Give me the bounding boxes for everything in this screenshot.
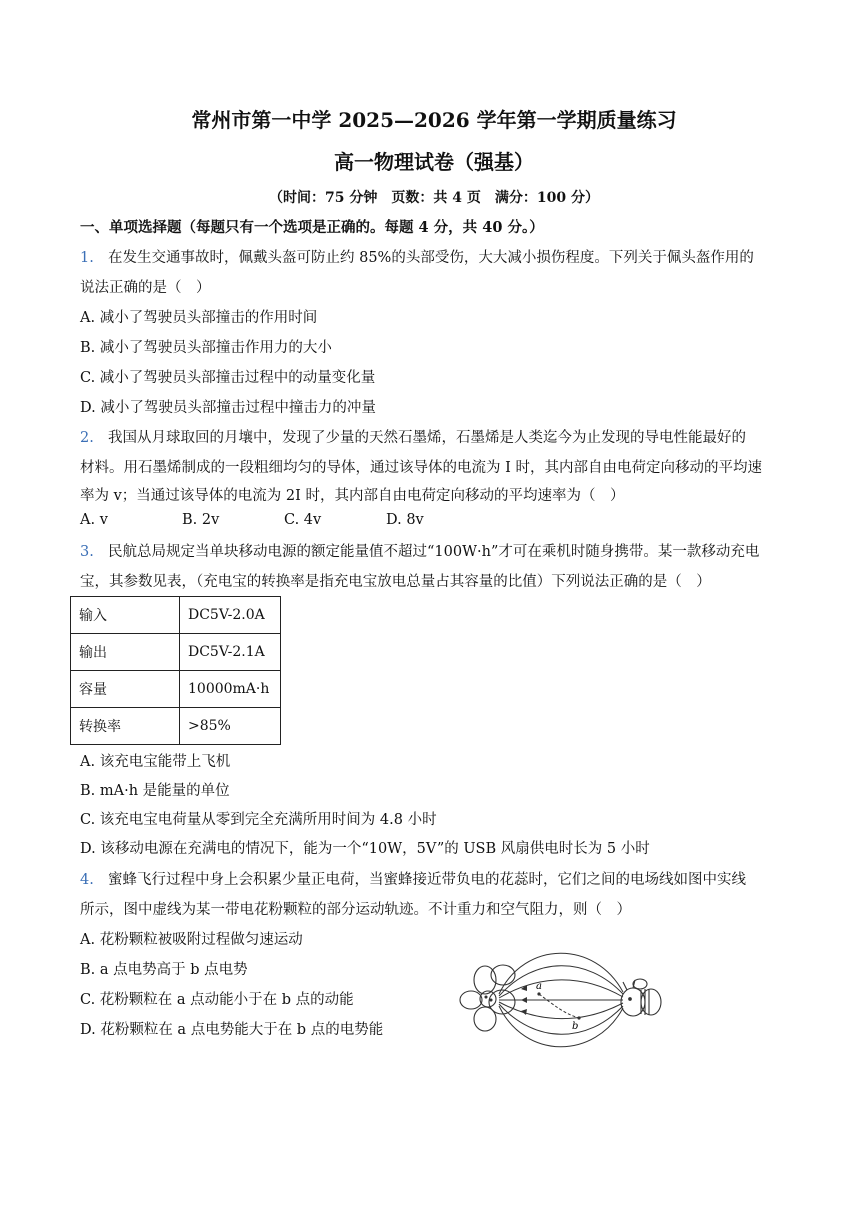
question-number: 4. [80, 872, 94, 888]
question-2-stem-line2: 材料。用石墨烯制成的一段粗细均匀的导体，通过该导体的电流为 I 时，其内部自由电荷定向移动的平均速 [80, 460, 762, 476]
question-1-stem-line1 [80, 246, 754, 267]
question-3-option-a: A. 该充电宝能带上飞机 [80, 754, 231, 770]
question-1-option-a: A. 减小了驾驶员头部撞击的作用时间 [80, 310, 318, 326]
question-2-option-c: C. 4v [284, 512, 322, 528]
question-number: 1. [80, 250, 94, 266]
question-2-option-b: B. 2v [182, 512, 220, 528]
question-text: 我国从月球取回的月壤中，发现了少量的天然石墨烯，石墨烯是人类迄今为止发现的导电性能最好的 [108, 430, 746, 446]
table-cell-key: 输入 [71, 597, 180, 634]
table-cell-value: DC5V-2.1A [180, 634, 281, 671]
question-text: 在发生交通事故时，佩戴头盔可防止约 85%的头部受伤，大大减小损伤程度。下列关于佩头盔作用的 [108, 250, 754, 266]
question-1-option-b: B. 减小了驾驶员头部撞击作用力的大小 [80, 340, 332, 356]
label-a: a [536, 981, 542, 992]
question-3-stem-line1 [80, 540, 759, 561]
label-b: b [572, 1021, 579, 1032]
question-1-option-d: D. 减小了驾驶员头部撞击过程中撞击力的冲量 [80, 400, 376, 416]
question-2-options [80, 512, 500, 528]
exam-title: 常州市第一中学 2025—2026 学年第一学期质量练习 [191, 108, 677, 132]
table-cell-value: 10000mA·h [180, 671, 281, 708]
table-cell-key: 转换率 [71, 708, 180, 745]
point-b [577, 1016, 580, 1019]
exam-subtitle: 高一物理试卷（强基） [334, 150, 534, 174]
question-3-stem-line2: 宝，其参数见表，（充电宝的转换率是指充电宝放电总量占其容量的比值）下列说法正确的是（ ） [80, 574, 711, 590]
question-3-option-b: B. mA·h 是能量的单位 [80, 783, 230, 799]
flower-icon [460, 965, 515, 1031]
table-row [71, 671, 281, 708]
question-3-option-d: D. 该移动电源在充满电的情况下，能为一个“10W，5V”的 USB 风扇供电时长为 5 小时 [80, 841, 650, 857]
exam-meta: （时间：75 分钟 页数：共 4 页 满分：100 分） [269, 190, 599, 206]
question-2-option-d: D. 8v [386, 512, 424, 528]
question-text: 民航总局规定当单块移动电源的额定能量值不超过“100W·h”才可在乘机时随身携带。某一款移动充电 [108, 544, 760, 560]
question-4-option-c: C. 花粉颗粒在 a 点动能小于在 b 点的动能 [80, 992, 354, 1008]
point-a [537, 992, 540, 995]
section-heading: 一、单项选择题（每题只有一个选项是正确的。每题 4 分，共 40 分。） [80, 219, 544, 236]
question-2-stem-line3: 率为 v；当通过该导体的电流为 2I 时，其内部自由电荷定向移动的平均速率为（ ） [80, 488, 625, 504]
question-2-stem-line1 [80, 426, 746, 447]
table-row [71, 708, 281, 745]
question-text: 蜜蜂飞行过程中身上会积累少量正电荷，当蜜蜂接近带负电的花蕊时，它们之间的电场线如图中实线 [108, 872, 746, 888]
question-1-stem-line2: 说法正确的是（ ） [80, 280, 211, 296]
question-number: 2. [80, 430, 94, 446]
question-2-option-a: A. v [80, 512, 108, 528]
table-row [71, 634, 281, 671]
question-4-option-a: A. 花粉颗粒被吸附过程做匀速运动 [80, 932, 303, 948]
question-4-stem-line2: 所示，图中虚线为某一带电花粉颗粒的部分运动轨迹。不计重力和空气阻力，则（ ） [80, 902, 631, 918]
table-cell-value: DC5V-2.0A [180, 597, 281, 634]
table-cell-key: 输出 [71, 634, 180, 671]
question-1-option-c: C. 减小了驾驶员头部撞击过程中的动量变化量 [80, 370, 376, 386]
field-lines [499, 953, 623, 1047]
question-number: 3. [80, 544, 94, 560]
table-cell-key: 容量 [71, 671, 180, 708]
flower-bee-field-figure [455, 942, 665, 1057]
power-bank-spec-table [70, 596, 281, 745]
table-row [71, 597, 281, 634]
trajectory-dashed [539, 994, 579, 1018]
bee-icon [621, 979, 661, 1016]
arrowheads [521, 985, 527, 1015]
table-cell-value: >85% [180, 708, 281, 745]
question-4-stem-line1 [80, 868, 746, 889]
question-4-option-d: D. 花粉颗粒在 a 点电势能大于在 b 点的电势能 [80, 1022, 384, 1038]
question-4-option-b: B. a 点电势高于 b 点电势 [80, 962, 248, 978]
question-3-option-c: C. 该充电宝电荷量从零到完全充满所用时间为 4.8 小时 [80, 812, 437, 828]
